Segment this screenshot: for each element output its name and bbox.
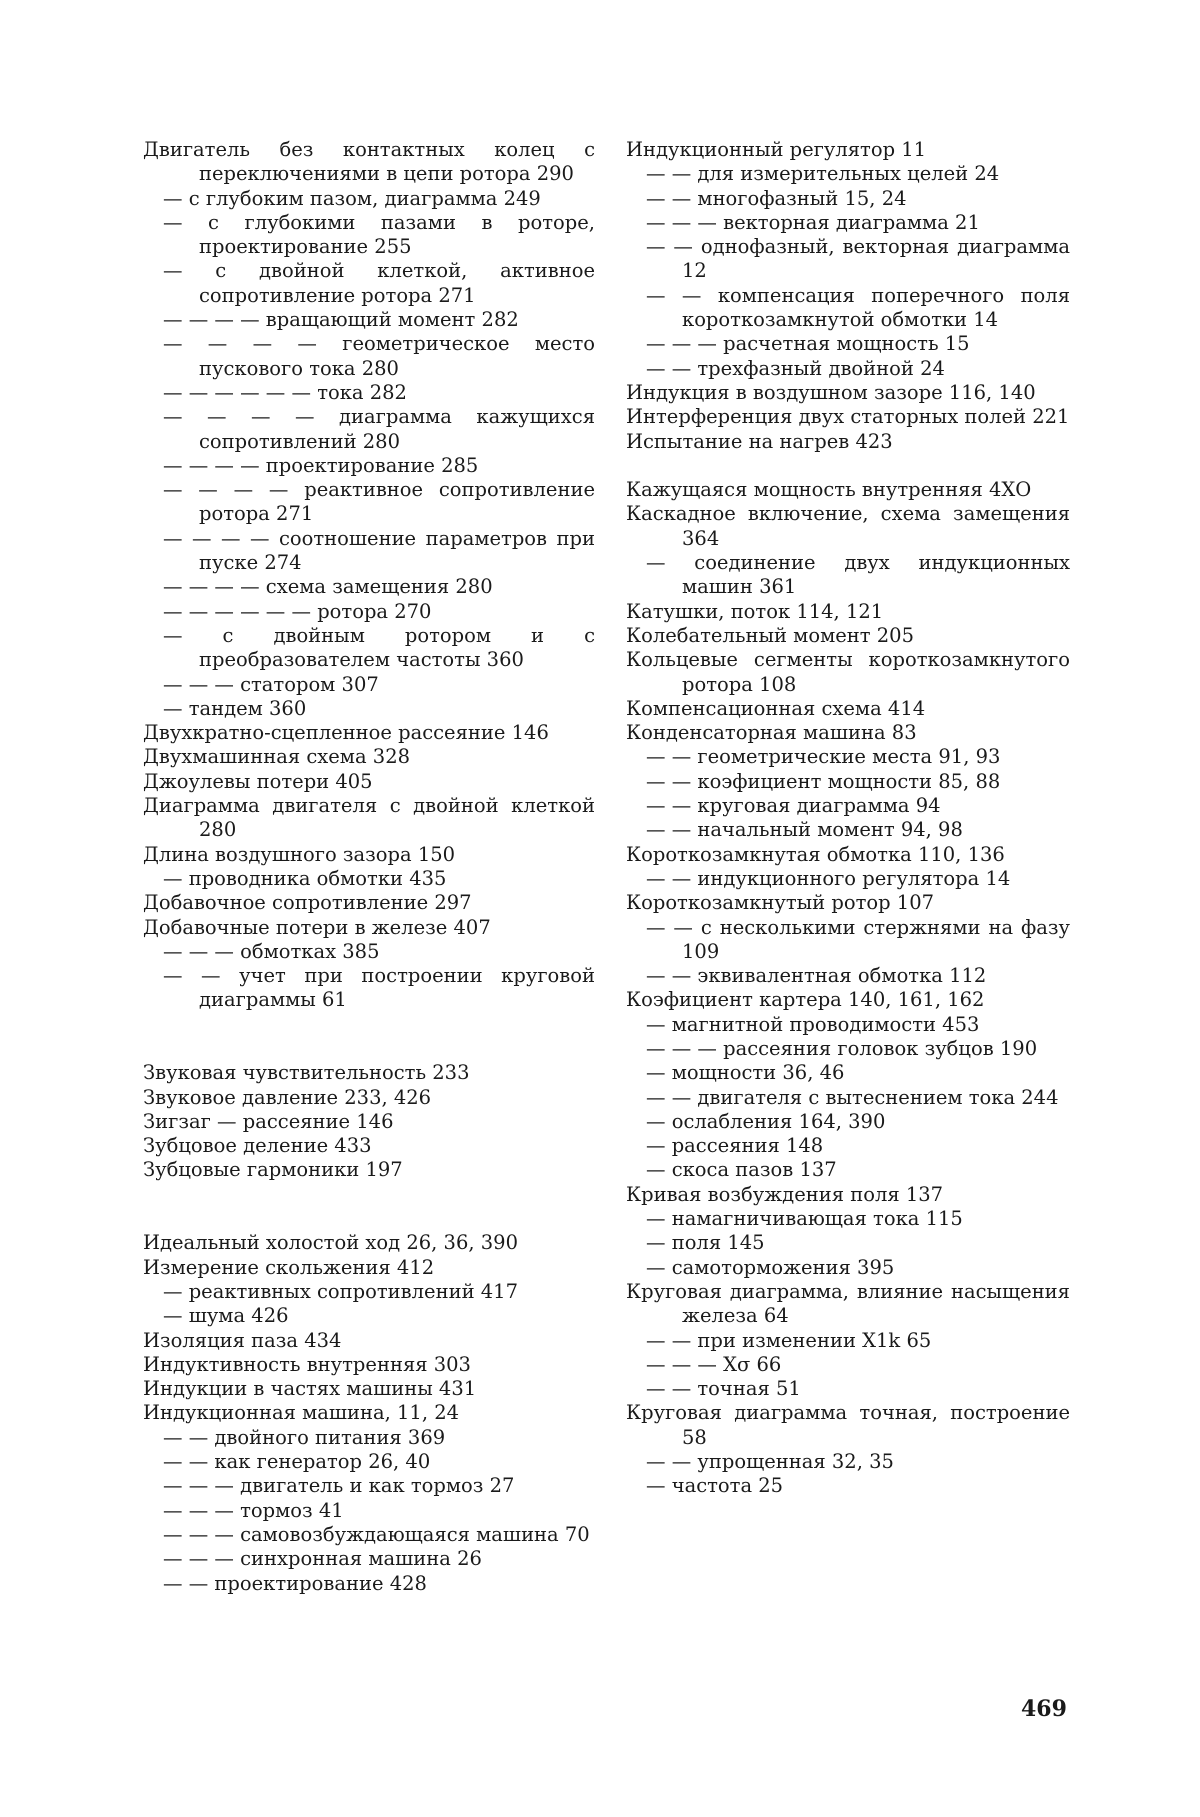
index-entry: Колебательный момент 205 bbox=[626, 623, 914, 647]
index-subentry: — с двойным ротором и с преобразователем частоты 360 bbox=[163, 623, 595, 672]
index-entry: Добавочное сопротивление 297 bbox=[143, 891, 472, 915]
index-subentry: — — — — — — тока 282 bbox=[163, 380, 407, 404]
index-entry: Зубцовое деление 433 bbox=[143, 1134, 372, 1158]
index-entry: Кольцевые сегменты короткозамкнутого ротора 108 bbox=[626, 648, 1070, 696]
index-subentry: — — при изменении X1k 65 bbox=[646, 1328, 932, 1352]
index-subentry: — — — векторная диаграмма 21 bbox=[646, 210, 980, 234]
index-subentry: — — как генератор 26, 40 bbox=[163, 1450, 431, 1474]
index-entry: Диаграмма двигателя с двойной клеткой 280 bbox=[143, 794, 595, 842]
index-subentry: — — — двигатель и как тормоз 27 bbox=[163, 1474, 515, 1498]
index-subentry: — с глубоким пазом, диаграмма 249 bbox=[163, 186, 541, 210]
index-subentry: — рассеяния 148 bbox=[646, 1134, 824, 1158]
index-subentry: — с глубокими пазами в роторе, проектирование 255 bbox=[163, 210, 595, 259]
index-entry: Каскадное включение, схема замещения 364 bbox=[626, 502, 1070, 550]
index-subentry: — реактивных сопротивлений 417 bbox=[163, 1279, 518, 1303]
index-entry: Индукции в частях машины 431 bbox=[143, 1377, 477, 1401]
index-subentry: — — однофазный, векторная диаграмма 12 bbox=[646, 235, 1070, 283]
index-entry: Добавочные потери в железе 407 bbox=[143, 915, 491, 939]
index-subentry: — — трехфазный двойной 24 bbox=[646, 356, 945, 380]
index-subentry: — — упрощенная 32, 35 bbox=[646, 1450, 894, 1474]
index-subentry: — магнитной проводимости 453 bbox=[646, 1012, 980, 1036]
index-entry: Двухкратно-сцепленное рассеяние 146 bbox=[143, 721, 549, 745]
index-entry: Измерение скольжения 412 bbox=[143, 1255, 435, 1279]
index-subentry: — — компенсация поперечного поля короткозамкнутой обмотки 14 bbox=[646, 283, 1070, 332]
index-subentry: — — двойного питания 369 bbox=[163, 1425, 446, 1449]
index-subentry: — — — — — — ротора 270 bbox=[163, 599, 432, 623]
index-subentry: — проводника обмотки 435 bbox=[163, 866, 447, 890]
index-subentry: — с двойной клеткой, активное сопротивление ротора 271 bbox=[163, 259, 595, 307]
index-subentry: — — коэфициент мощности 85, 88 bbox=[646, 769, 1001, 793]
index-entry: Кажущаяся мощность внутренняя 4ХО bbox=[626, 478, 1032, 502]
index-subentry: — ослабления 164, 390 bbox=[646, 1109, 886, 1133]
index-entry: Катушки, поток 114, 121 bbox=[626, 599, 884, 623]
left-index-column bbox=[143, 138, 595, 1596]
index-subentry: — — проектирование 428 bbox=[163, 1571, 427, 1595]
index-entry: Идеальный холостой ход 26, 36, 390 bbox=[143, 1231, 518, 1255]
index-subentry: — — — — реактивное сопротивление ротора 271 bbox=[163, 478, 595, 526]
index-entry: Звуковое давление 233, 426 bbox=[143, 1085, 432, 1109]
index-subentry: — — — обмотках 385 bbox=[163, 939, 380, 963]
index-subentry: — — эквивалентная обмотка 112 bbox=[646, 964, 987, 988]
index-subentry: — поля 145 bbox=[646, 1231, 765, 1255]
index-entry: Короткозамкнутый ротор 107 bbox=[626, 891, 935, 915]
index-subentry: — — многофазный 15, 24 bbox=[646, 186, 907, 210]
section-gap bbox=[143, 1013, 595, 1062]
index-subentry: — — начальный момент 94, 98 bbox=[646, 818, 963, 842]
index-entry: Длина воздушного зазора 150 bbox=[143, 842, 456, 866]
index-subentry: — — — расчетная мощность 15 bbox=[646, 332, 970, 356]
index-entry: Зигзаг — рассеяние 146 bbox=[143, 1109, 394, 1133]
index-entry: Индукционный регулятор 11 bbox=[626, 138, 927, 161]
index-subentry: — — геометрические места 91, 93 bbox=[646, 745, 1001, 769]
index-entry: Индукция в воздушном зазоре 116, 140 bbox=[626, 380, 1036, 404]
index-subentry: — скоса пазов 137 bbox=[646, 1158, 837, 1182]
index-entry: Коэфициент картера 140, 161, 162 bbox=[626, 988, 985, 1012]
index-entry: Джоулевы потери 405 bbox=[143, 769, 373, 793]
index-entry: Короткозамкнутая обмотка 110, 136 bbox=[626, 842, 1005, 866]
index-entry: Испытание на нагрев 423 bbox=[626, 429, 893, 453]
index-entry: Изоляция паза 434 bbox=[143, 1328, 342, 1352]
index-entry: Индукционная машина, 11, 24 bbox=[143, 1401, 460, 1425]
index-subentry: — — двигателя с вытеснением тока 244 bbox=[646, 1085, 1059, 1109]
section-gap bbox=[143, 1183, 595, 1232]
page-number: 469 bbox=[1021, 1696, 1067, 1722]
index-entry: Зубцовые гармоники 197 bbox=[143, 1158, 403, 1182]
index-subentry: — — для измерительных целей 24 bbox=[646, 162, 1000, 186]
index-subentry: — — круговая диаграмма 94 bbox=[646, 794, 941, 818]
index-subentry: — — — — схема замещения 280 bbox=[163, 575, 493, 599]
index-subentry: — — учет при построении круговой диаграммы 61 bbox=[163, 964, 595, 1012]
index-subentry: — — — — геометрическое место пускового тока 280 bbox=[163, 332, 595, 380]
index-entry: Интерференция двух статорных полей 221 bbox=[626, 405, 1070, 429]
index-entry: Круговая диаграмма точная, построение 58 bbox=[626, 1401, 1070, 1449]
index-entry: Круговая диаграмма, влияние насыщения железа 64 bbox=[626, 1279, 1070, 1328]
index-entry: Компенсационная схема 414 bbox=[626, 696, 926, 720]
index-subentry: — — — — вращающий момент 282 bbox=[163, 308, 519, 332]
right-index-column bbox=[626, 138, 1070, 1499]
index-entry: Двухмашинная схема 328 bbox=[143, 745, 411, 769]
index-subentry: — — — самовозбуждающаяся машина 70 bbox=[163, 1522, 590, 1546]
index-entry: Звуковая чувствительность 233 bbox=[143, 1061, 470, 1085]
index-subentry: — — индукционного регулятора 14 bbox=[646, 866, 1011, 890]
index-entry: Индуктивность внутренняя 303 bbox=[143, 1352, 471, 1376]
index-subentry: — — — — проектирование 285 bbox=[163, 453, 479, 477]
index-subentry: — частота 25 bbox=[646, 1474, 784, 1498]
index-subentry: — — — — диаграмма кажущихся сопротивлений 280 bbox=[163, 405, 595, 453]
index-subentry: — — — Xσ 66 bbox=[646, 1352, 782, 1376]
index-entry: Конденсаторная машина 83 bbox=[626, 721, 917, 745]
index-subentry: — — — синхронная машина 26 bbox=[163, 1547, 482, 1571]
index-subentry: — — — — соотношение параметров при пуске 274 bbox=[163, 526, 595, 575]
index-subentry: — — — статором 307 bbox=[163, 672, 379, 696]
index-subentry: — соединение двух индукционных машин 361 bbox=[646, 551, 1070, 599]
index-subentry: — мощности 36, 46 bbox=[646, 1061, 845, 1085]
index-entry: Кривая возбуждения поля 137 bbox=[626, 1182, 944, 1206]
index-subentry: — самоторможения 395 bbox=[646, 1255, 895, 1279]
index-subentry: — — с несколькими стержнями на фазу 109 bbox=[646, 915, 1070, 963]
section-gap bbox=[626, 454, 1070, 478]
index-entry: Двигатель без контактных колец с переключениями в цепи ротора 290 bbox=[143, 138, 595, 186]
index-subentry: — намагничивающая тока 115 bbox=[646, 1207, 963, 1231]
index-subentry: — — — рассеяния головок зубцов 190 bbox=[646, 1036, 1038, 1060]
index-subentry: — шума 426 bbox=[163, 1304, 289, 1328]
index-subentry: — — — тормоз 41 bbox=[163, 1498, 344, 1522]
index-subentry: — — точная 51 bbox=[646, 1377, 801, 1401]
index-subentry: — тандем 360 bbox=[163, 696, 307, 720]
